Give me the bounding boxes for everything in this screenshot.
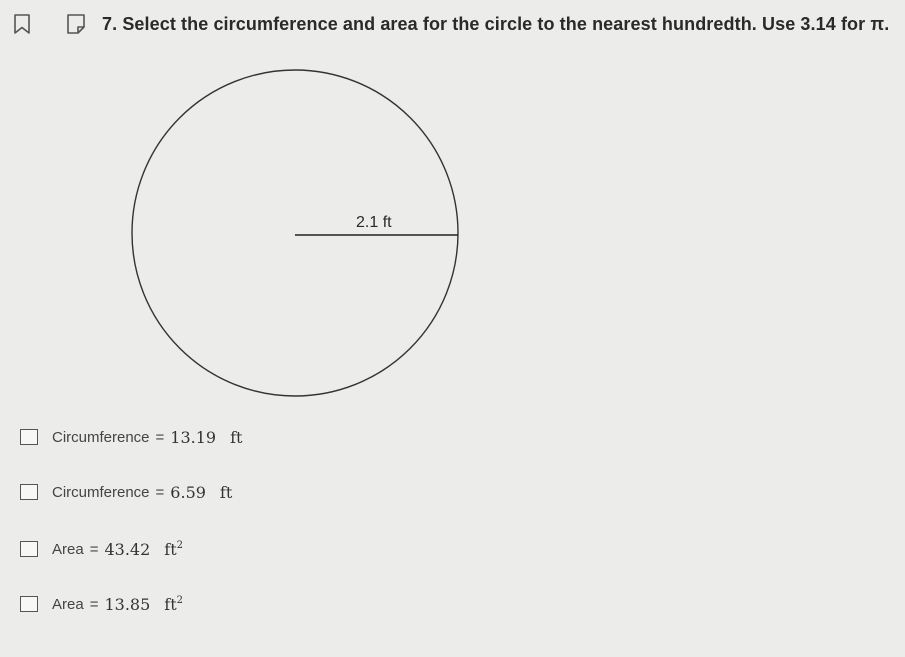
checkbox[interactable] bbox=[20, 541, 38, 557]
option-exponent: 2 bbox=[176, 594, 183, 606]
option-equals: = bbox=[155, 428, 165, 446]
option-label: Circumference bbox=[52, 483, 150, 501]
checkbox[interactable] bbox=[20, 484, 38, 500]
option-label: Circumference bbox=[52, 428, 150, 446]
option-exponent: 2 bbox=[176, 539, 183, 551]
option-value: 13.19 bbox=[170, 427, 217, 447]
option-equals: = bbox=[155, 483, 165, 501]
radius-label: 2.1 ft bbox=[356, 214, 392, 231]
answer-option-1[interactable] bbox=[20, 425, 242, 449]
option-unit: ft bbox=[219, 482, 233, 502]
option-label: Area bbox=[52, 540, 84, 558]
answer-option-2[interactable] bbox=[20, 480, 232, 504]
question-text: 7. Select the circumference and area for the circle to the nearest hundredth. Use 3.14 for π. bbox=[102, 14, 890, 34]
option-value: 6.59 bbox=[170, 482, 206, 502]
option-label: Area bbox=[52, 595, 84, 613]
checkbox[interactable] bbox=[20, 429, 38, 445]
option-unit: ft bbox=[230, 427, 243, 447]
option-value: 13.85 bbox=[104, 594, 151, 614]
circle bbox=[132, 70, 458, 396]
option-equals: = bbox=[89, 595, 99, 613]
answer-option-3[interactable] bbox=[20, 537, 183, 561]
option-value: 43.42 bbox=[104, 539, 151, 559]
option-unit: $ft^2$ bbox=[164, 539, 183, 559]
checkbox[interactable] bbox=[20, 596, 38, 612]
option-equals: = bbox=[89, 540, 99, 558]
option-unit: $ft^2$ bbox=[164, 594, 183, 614]
answer-option-4[interactable] bbox=[20, 592, 183, 616]
